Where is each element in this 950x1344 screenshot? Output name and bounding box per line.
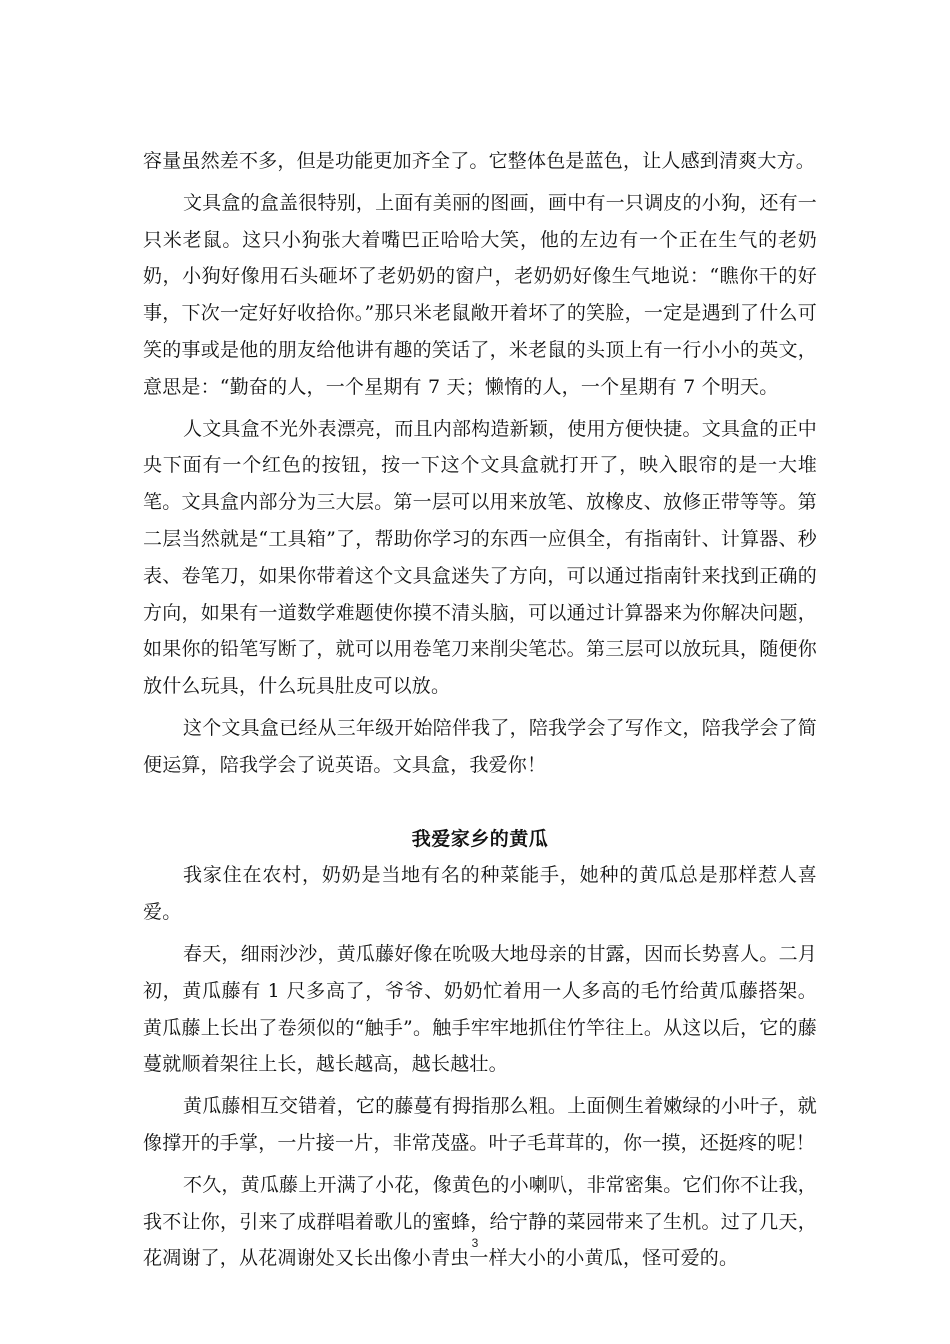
paragraph: 这个文具盒已经从三年级开始陪伴我了，陪我学会了写作文，陪我学会了简便运算，陪我学会了说英语。文具盒，我爱你！ — [143, 716, 817, 776]
paragraph: 春天，细雨沙沙，黄瓜藤好像在吮吸大地母亲的甘露，因而长势喜人。二月初，黄瓜藤有 1 尺多高了，爷爷、奶奶忙着用一人多高的毛竹给黄瓜藤搭架。黄瓜藤上长出了卷须似的“触手”。触手牢牢地抓住竹竿往上。从这以后，它的藤蔓就顺着架往上长，越长越高，越长越壮。 — [143, 942, 817, 1076]
paragraph: 黄瓜藤相互交错着，它的藤蔓有拇指那么粗。上面侧生着嫩绿的小叶子，就像撑开的手掌，一片接一片，非常茂盛。叶子毛茸茸的，你一摸，还挺疼的呢！ — [143, 1095, 817, 1154]
paragraph: 文具盒的盒盖很特别，上面有美丽的图画，画中有一只调皮的小狗，还有一只米老鼠。这只小狗张大着嘴巴正哈哈大笑，他的左边有一个正在生气的老奶奶，小狗好像用石头砸坏了老奶奶的窗户，老奶奶好像生气地说：“瞧你干的好事，下次一定好好收拾你。”那只米老鼠敞开着坏了的笑脸，一定是遇到了什么可笑的事或是他的朋友给他讲有趣的笑话了，米老鼠的头顶上有一行小小的英文，意思是：“勤奋的人，一个星期有 7 天；懒惰的人，一个星期有 7 个明天。 — [143, 191, 817, 398]
paragraph: 人文具盒不光外表漂亮，而且内部构造新颖，使用方便快捷。文具盒的正中央下面有一个红色的按钮，按一下这个文具盒就打开了，映入眼帘的是一大堆笔。文具盒内部分为三大层。第一层可以用来放笔、放橡皮、放修正带等等。第二层当然就是“工具箱”了，帮助你学习的东西一应俱全，有指南针、计算器、秒表、卷笔刀，如果你带着这个文具盒迷失了方向，可以通过指南针来找到正确的方向，如果有一道数学难题使你摸不清头脑，可以通过计算器来为你解决问题，如果你的铅笔写断了，就可以用卷笔刀来削尖笔芯。第三层可以放玩具，随便你放什么玩具，什么玩具肚皮可以放。 — [143, 417, 817, 698]
paragraph: 我家住在农村，奶奶是当地有名的种菜能手，她种的黄瓜总是那样惹人喜爱。 — [143, 864, 817, 924]
page-number: 3 — [471, 1236, 479, 1250]
paragraph: 容量虽然差不多，但是功能更加齐全了。它整体色是蓝色，让人感到清爽大方。 — [143, 150, 816, 172]
essay-title: 我爱家乡的黄瓜 — [411, 827, 549, 850]
document-page — [143, 143, 817, 1282]
paragraph: 不久，黄瓜藤上开满了小花，像黄色的小喇叭，非常密集。它们你不让我，我不让你，引来了成群唱着歌儿的蜜蜂，给宁静的菜园带来了生机。过了几天，花凋谢了，从花凋谢处又长出像小青虫一样大小的小黄瓜，怪可爱的。 — [143, 1173, 817, 1270]
section-spacer — [143, 789, 817, 821]
